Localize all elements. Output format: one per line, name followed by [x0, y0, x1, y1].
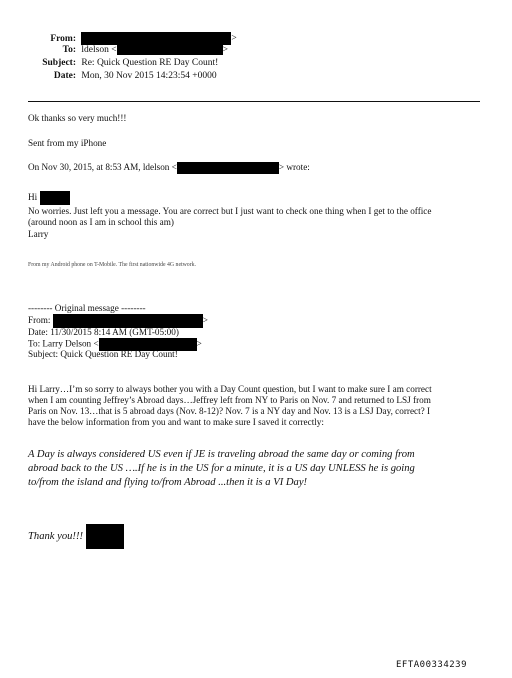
redaction-bar: [81, 32, 231, 45]
original-from: [28, 314, 208, 328]
rule-line: abroad back to the US ….If he is in the US for a minute, it is a US day UNLESS he is going: [28, 463, 415, 474]
closing-text: Thank you!!!: [28, 530, 84, 542]
subject-label: Subject:: [42, 58, 76, 68]
reply-line-2: Sent from my iPhone: [28, 138, 107, 148]
original-subject: Subject: Quick Question RE Day Count!: [28, 349, 178, 359]
original-message-title: -------- Original message --------: [28, 303, 146, 313]
gt-symbol: >: [196, 338, 202, 349]
date-label: Date:: [53, 71, 76, 81]
header-subject: [0, 58, 218, 68]
larry-line-1: No worries. Just left you a message. You are correct but I just want to check one thing when I get to the office: [28, 206, 432, 216]
header-from: [0, 32, 237, 45]
gt-symbol: >: [231, 33, 237, 44]
header-date: [0, 71, 217, 81]
rule-line: to/from the island and flying to/from Abroad ...then it is a VI Day!: [28, 477, 308, 488]
header-to: [0, 45, 228, 55]
reply-line-1: Ok thanks so very much!!!: [28, 113, 127, 123]
question-line: when I am counting Jeffrey’s Abroad days…Jeffrey left from NY to Paris on Nov. 7 and returned to LSJ from: [28, 395, 431, 405]
larry-line-2: (around noon as I am in school this am): [28, 217, 174, 227]
redaction-bar: [53, 314, 203, 328]
subject-value: Re: Quick Question RE Day Count!: [81, 58, 219, 68]
reply-quote-line: [28, 162, 310, 174]
header-divider: [28, 101, 480, 102]
original-date: Date: 11/30/2015 8:14 AM (GMT-05:00): [28, 327, 179, 337]
redaction-bar: [40, 191, 70, 205]
larry-signature: Larry: [28, 229, 49, 239]
redaction-bar: [177, 162, 279, 174]
to-label: To:: [62, 45, 76, 56]
to-value: ldelson <: [81, 45, 117, 56]
from-label: From:: [50, 33, 76, 44]
to-prefix: To: Larry Delson <: [28, 338, 99, 349]
question-line: have the below information from you and want to make sure I saved it correctly:: [28, 417, 324, 427]
quote-suffix: > wrote:: [278, 162, 310, 173]
closing-line: [28, 524, 124, 549]
gt-symbol: >: [202, 315, 208, 326]
quote-prefix: On Nov 30, 2015, at 8:53 AM, ldelson <: [28, 162, 177, 173]
rule-line: A Day is always considered US even if JE is traveling abroad the same day or coming from: [28, 449, 415, 460]
question-line: Hi Larry…I’m so sorry to always bother you with a Day Count question, but I want to make sure I am correct: [28, 384, 432, 394]
redaction-bar: [117, 45, 223, 55]
from-label: From:: [28, 315, 51, 326]
greeting-text: Hi: [28, 192, 38, 203]
gt-symbol: >: [222, 45, 228, 56]
larry-greeting: [28, 191, 70, 205]
android-footer: From my Android phone on T-Mobile. The first nationwide 4G network.: [28, 262, 196, 268]
question-line: Paris on Nov. 13…that is 5 abroad days (Nov. 8-12)? Nov. 7 is a NY day and Nov. 13 is a LSJ Day, correct? I: [28, 406, 431, 416]
document-id: EFTA00334239: [396, 660, 468, 670]
redaction-bar: [86, 524, 124, 549]
date-value: Mon, 30 Nov 2015 14:23:54 +0000: [81, 71, 217, 81]
